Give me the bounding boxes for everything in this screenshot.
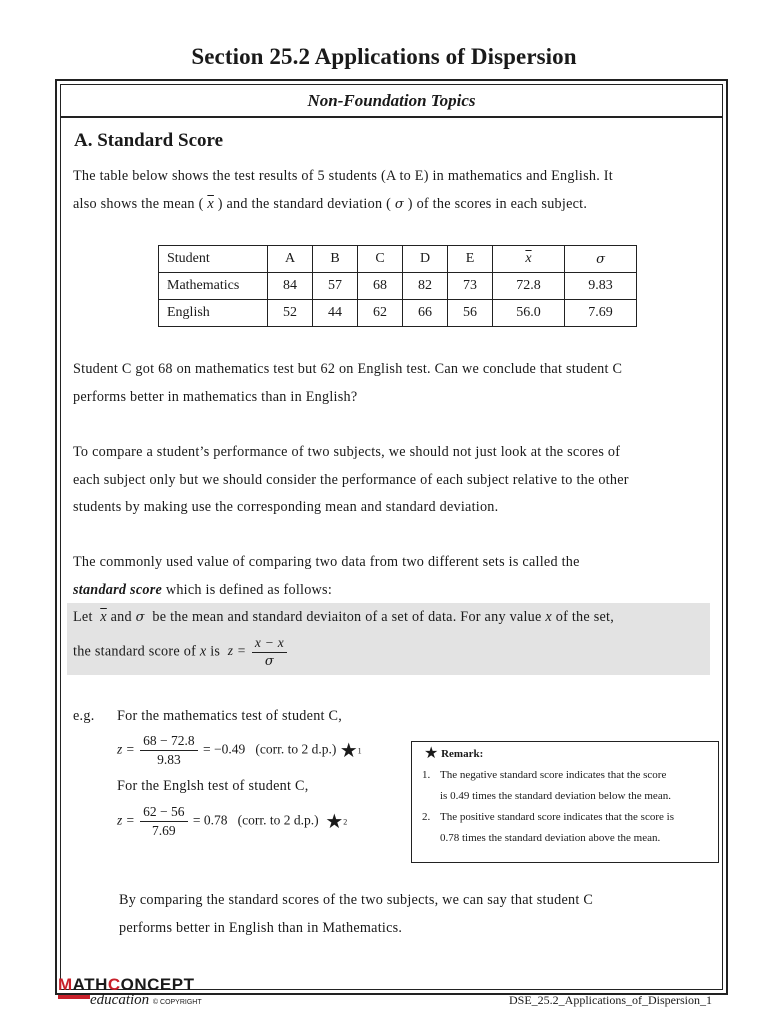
table-cell: Mathematics	[159, 273, 268, 300]
table-cell: E	[448, 246, 493, 273]
star-icon: ★	[339, 739, 358, 762]
table-cell: C	[358, 246, 403, 273]
table-cell: D	[403, 246, 448, 273]
page-title: Section 25.2 Applications of Dispersion	[191, 44, 577, 69]
table-cell: 72.8	[493, 273, 565, 300]
table-cell: A	[268, 246, 313, 273]
logo-swoosh	[58, 995, 90, 999]
table-cell: 73	[448, 273, 493, 300]
table-cell: 84	[268, 273, 313, 300]
definition-text: Let $\overline{x}$ and σ be the mean and standard deviaiton of a set of data. For any value x of the set, the standard score of x is z = $\frac{x - x}{\sigma}$	[73, 609, 615, 669]
star-icon: ★	[424, 745, 439, 763]
remark-item: 2. The positive standard score indicates that the score is 0.78 times the standard deviation above the mean.	[422, 811, 674, 844]
table-header-row	[159, 246, 637, 273]
english-standard-score: z = $\frac{62 - 56}{7.69}$ = 0.78 (corr. to 2 d.p.) ★2	[117, 804, 348, 838]
star-icon: ★	[325, 810, 344, 833]
standard-score-term: standard score	[73, 581, 163, 598]
conclusion-paragraph: By comparing the standard scores of the two subjects, we can say that student C performs better in English than in Mathematics.	[119, 892, 594, 936]
table-cell: English	[159, 300, 268, 327]
table-cell-sigma-header: σ	[565, 246, 637, 273]
intro-line-2: also shows the mean ( $\overline{x}$ ) and the standard deviation ( σ ) of the scores in each subject.	[73, 195, 588, 212]
table-row	[159, 273, 637, 300]
table-cell: 82	[403, 273, 448, 300]
table-cell-mean-header: $\overline{x}$	[493, 246, 565, 273]
table-cell: 7.69	[565, 300, 637, 327]
remark-box	[411, 741, 719, 863]
sigma-symbol: σ	[135, 610, 145, 625]
table-cell: 57	[313, 273, 358, 300]
mathconcept-logo: MATHCONCEPT education © COPYRIGHT	[58, 975, 202, 1008]
table-cell: 9.83	[565, 273, 637, 300]
table-cell: 56	[448, 300, 493, 327]
section-heading: A. Standard Score	[74, 130, 224, 151]
comparison-paragraph: To compare a student’s performance of two subjects, we should not just look at the scores of each subject only but we should consider the performance of each subject relative to the other students by making use the corresponding mean and standard deviation.	[73, 444, 629, 515]
standard-score-formula: z = $\frac{x - x}{\sigma}$	[228, 643, 289, 658]
table-cell: 52	[268, 300, 313, 327]
table-cell: 56.0	[493, 300, 565, 327]
table-row	[159, 300, 637, 327]
topic-subtitle: Non-Foundation Topics	[60, 84, 723, 118]
remark-item: 1. The negative standard score indicates that the score is 0.49 times the standard deviation below the mean.	[422, 769, 671, 802]
document-code: DSE_25.2_Applications_of_Dispersion_1	[509, 993, 712, 1007]
intro-line-1: The table below shows the test results of 5 students (A to E) in mathematics and English. It	[73, 168, 613, 184]
example-label-line: e.g. For the mathematics test of student C,	[73, 708, 343, 724]
question-paragraph: Student C got 68 on mathematics test but 62 on English test. Can we conclude that student C performs better in mathematics than in English?	[73, 361, 623, 405]
table-cell: 62	[358, 300, 403, 327]
mean-symbol: $\overline{x}$	[100, 609, 107, 625]
intro-paragraph	[73, 163, 718, 218]
remark-title: Remark:	[441, 748, 484, 760]
table-cell: 68	[358, 273, 403, 300]
scores-table	[158, 245, 637, 327]
math-standard-score: z = $\frac{68 - 72.8}{9.83}$ = −0.49 (corr. to 2 d.p.) ★1	[117, 733, 362, 767]
table-cell: B	[313, 246, 358, 273]
english-intro: For the Englsh test of student C,	[117, 778, 309, 794]
mean-symbol: $\overline{x}$	[207, 195, 214, 212]
table-cell: 44	[313, 300, 358, 327]
sigma-symbol: σ	[394, 196, 404, 212]
table-cell: 66	[403, 300, 448, 327]
standard-score-intro: The commonly used value of comparing two data from two different sets is called the standard score which is defined as follows:	[73, 554, 580, 598]
table-cell: Student	[159, 246, 268, 273]
